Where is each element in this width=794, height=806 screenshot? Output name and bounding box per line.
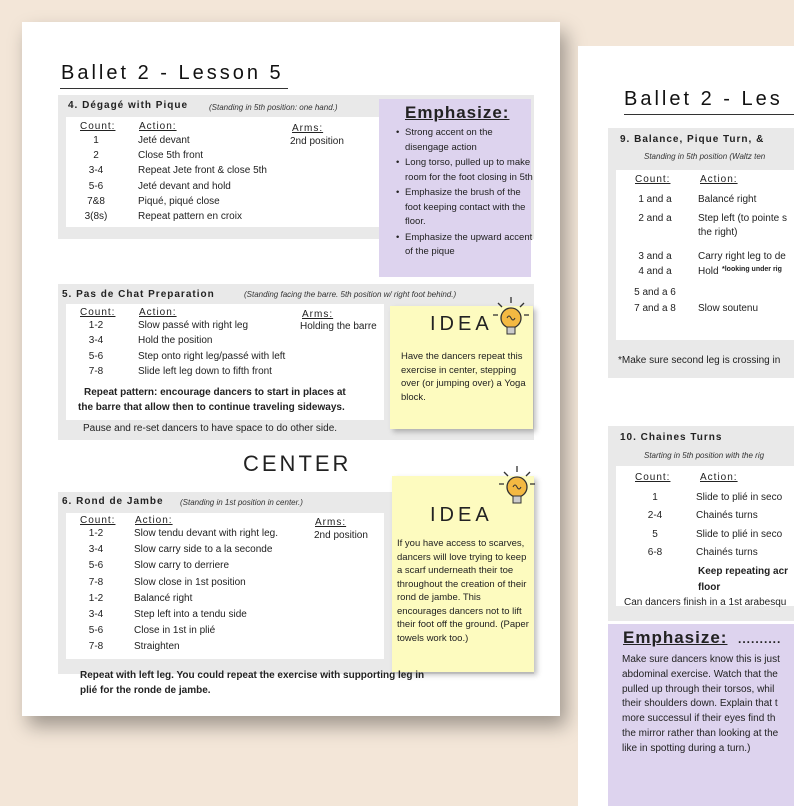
count-cell: 3(8s) xyxy=(84,211,108,222)
arms-value: 2nd position xyxy=(290,136,344,147)
action-cell: Step left (to pointe s xyxy=(698,212,787,224)
action-header: Action: xyxy=(139,307,177,318)
count-cell: 1-2 xyxy=(88,528,104,539)
action-cell: Slide to plié in seco xyxy=(696,492,783,503)
count-header: Count: xyxy=(80,307,116,318)
count-cell: 1 xyxy=(652,492,658,503)
count-cell: 7&8 xyxy=(87,195,105,207)
lesson-page-front xyxy=(22,22,560,716)
action-cell: Balancé right xyxy=(698,194,757,205)
action-cell: Carry right leg to de xyxy=(698,250,786,262)
title-underline xyxy=(624,114,794,115)
count-cell: 3-4 xyxy=(88,609,104,620)
count-header: Count: xyxy=(80,121,116,132)
arms-header: Arms: xyxy=(302,309,334,320)
action-cell: Chainés turns xyxy=(696,510,758,522)
arms-value: Holding the barre xyxy=(300,321,377,332)
page-title: Ballet 2 - Les xyxy=(624,88,783,110)
action-cell: Slow tendu devant with right leg. xyxy=(134,528,278,539)
count-cell: 7-8 xyxy=(88,576,104,588)
action-header: Action: xyxy=(139,121,177,132)
action-cell: Close in 1st in plié xyxy=(134,625,216,637)
repeat-pattern-line: the barre that allow then to continue traveling sideways. xyxy=(78,402,345,413)
action-cell: Jeté devant and hold xyxy=(138,180,231,192)
hold-note: *looking under rig xyxy=(722,266,782,273)
action-cell: Piqué, piqué close xyxy=(138,195,220,207)
action-header: Action: xyxy=(700,472,738,483)
count-header: Count: xyxy=(80,515,116,526)
count-cell: 1-2 xyxy=(88,592,104,604)
exercise-9-heading: 9. Balance, Pique Turn, & xyxy=(620,134,765,145)
count-cell: 3 and a xyxy=(638,250,672,262)
keep-repeating-line: Keep repeating acr xyxy=(698,566,789,577)
repeat-pattern-line: Repeat pattern: encourage dancers to start in places at xyxy=(84,387,346,398)
action-cell: Slow soutenu xyxy=(698,303,759,314)
count-cell: 5 xyxy=(652,528,658,540)
title-underline xyxy=(60,88,288,89)
count-cell: 5 and a 6 xyxy=(634,286,676,298)
crossing-footnote: *Make sure second leg is crossing in xyxy=(618,355,781,366)
count-cell: 2 and a xyxy=(638,212,672,224)
keep-repeating-line: floor xyxy=(698,582,721,593)
lesson-page-back xyxy=(578,46,794,806)
emphasize-list xyxy=(395,126,533,261)
action-cell: Slide left leg down to fifth front xyxy=(138,365,272,377)
idea-text: Have the dancers repeat this exercise in center, stepping over (or jumping over) a Yoga block. xyxy=(401,351,526,403)
count-cell: 1 and a xyxy=(638,194,672,205)
arms-value: 2nd position xyxy=(314,530,368,541)
exercise-9-note: Standing in 5th position (Waltz ten xyxy=(644,152,766,161)
exercise-4-heading: 4. Dégagé with Pique xyxy=(68,100,189,111)
emphasize-line: more successul if their eyes find th xyxy=(622,713,776,725)
action-cell: Jeté devant xyxy=(138,135,190,146)
emphasize-line: pulled up through their torsos, whil xyxy=(622,683,775,695)
action-cell: Step onto right leg/passé with left xyxy=(138,350,286,362)
page-title: Ballet 2 - Lesson 5 xyxy=(61,62,284,84)
count-cell: 6-8 xyxy=(647,546,663,558)
count-cell: 2 xyxy=(93,150,99,162)
action-cell: Slide to plié in seco xyxy=(696,528,783,540)
count-cell: 2-4 xyxy=(647,510,663,522)
action-cell: Slow passé with right leg xyxy=(138,320,249,331)
count-cell: 1-2 xyxy=(88,320,104,331)
count-cell: 7 and a 8 xyxy=(634,303,676,314)
action-cell: Straighten xyxy=(134,641,180,653)
count-cell: 5-6 xyxy=(88,350,104,362)
count-cell: 7-8 xyxy=(88,365,104,377)
action-cell: Repeat Jete front & close 5th xyxy=(138,165,267,177)
emphasize-line: the mirror rather than looking at the xyxy=(622,728,779,739)
action-cell: Chainés turns xyxy=(696,546,758,558)
count-cell: 3-4 xyxy=(88,544,104,556)
emphasize-line: like in spotting during a turn.) xyxy=(622,742,751,754)
emphasize-box xyxy=(379,99,531,277)
action-header: Action: xyxy=(700,174,738,185)
action-cell: Balancé right xyxy=(134,592,193,604)
action-cell: Slow carry side to a la seconde xyxy=(134,544,273,556)
count-header: Count: xyxy=(635,472,671,483)
exercise-4-note: (Standing in 5th position: one hand.) xyxy=(209,103,338,112)
action-cell: Hold the position xyxy=(138,335,213,347)
repeat-left-leg-line: Repeat with left leg. You could repeat the exercise with supporting leg in xyxy=(80,670,425,681)
exercise-10-note: Starting in 5th position with the rig xyxy=(644,451,765,460)
emphasize-line: their shoulders down. Explain that t xyxy=(622,698,778,710)
exercise-10-heading: 10. Chaines Turns xyxy=(620,432,723,443)
repeat-left-leg-line: plié for the ronde de jambe. xyxy=(80,685,211,696)
idea-title: IDEA xyxy=(430,504,493,526)
arms-header: Arms: xyxy=(292,123,324,134)
count-header: Count: xyxy=(635,174,671,185)
count-cell: 3-4 xyxy=(88,335,104,347)
action-cell: the right) xyxy=(698,227,738,238)
count-cell: 4 and a xyxy=(638,266,672,277)
lightbulb-icon xyxy=(496,464,538,508)
count-cell: 5-6 xyxy=(88,180,104,192)
action-cell: Close 5th front xyxy=(138,150,204,162)
count-cell: 5-6 xyxy=(88,625,104,637)
exercise-6-note: (Standing in 1st position in center.) xyxy=(180,498,303,507)
count-cell: 1 xyxy=(93,135,99,146)
action-cell: Step left into a tendu side xyxy=(134,609,247,620)
emphasize-item: • Emphasize the upward accent of the pique xyxy=(405,231,533,260)
idea-title: IDEA xyxy=(430,313,493,335)
emphasize-item: • Emphasize the brush of the foot keeping contact with the floor. xyxy=(405,186,533,230)
emphasize-title: Emphasize: xyxy=(623,628,728,647)
emphasize-line: Make sure dancers know this is just xyxy=(622,654,780,665)
arabesque-question: Can dancers finish in a 1st arabesqu xyxy=(624,597,787,608)
action-cell: Slow carry to derriere xyxy=(134,560,230,572)
dotted-leader: .......... xyxy=(738,632,782,646)
count-cell: 7-8 xyxy=(88,641,104,653)
emphasize-title: Emphasize: xyxy=(405,103,510,122)
exercise-5-heading: 5. Pas de Chat Preparation xyxy=(62,289,215,300)
lightbulb-icon xyxy=(490,295,532,339)
action-header: Action: xyxy=(135,515,173,526)
count-cell: 5-6 xyxy=(88,560,104,572)
emphasize-item: • Strong accent on the disengage action xyxy=(405,126,533,155)
idea-text: If you have access to scarves, dancers will love trying to keep a scarf underneath their toe throughout the creation of their rond de jambe. This encourages dancers not to lift their foot off the ground. (Paper towels work too.) xyxy=(397,538,529,644)
exercise-5-note: (Standing facing the barre. 5th position w/ right foot behind.) xyxy=(244,290,457,299)
action-cell: Hold xyxy=(698,266,719,277)
arms-header: Arms: xyxy=(315,517,347,528)
action-cell: Repeat pattern en croix xyxy=(138,211,242,222)
pause-note: Pause and re-set dancers to have space to do other side. xyxy=(83,423,338,434)
action-cell: Slow close in 1st position xyxy=(134,576,246,588)
emphasize-item: • Long torso, pulled up to make room for the foot closing in 5th xyxy=(405,156,533,185)
exercise-6-heading: 6. Rond de Jambe xyxy=(62,496,164,507)
count-cell: 3-4 xyxy=(88,165,104,177)
center-heading: CENTER xyxy=(243,451,352,476)
emphasize-box xyxy=(608,624,794,806)
emphasize-line: abdominal exercise. Watch that the xyxy=(622,668,778,680)
